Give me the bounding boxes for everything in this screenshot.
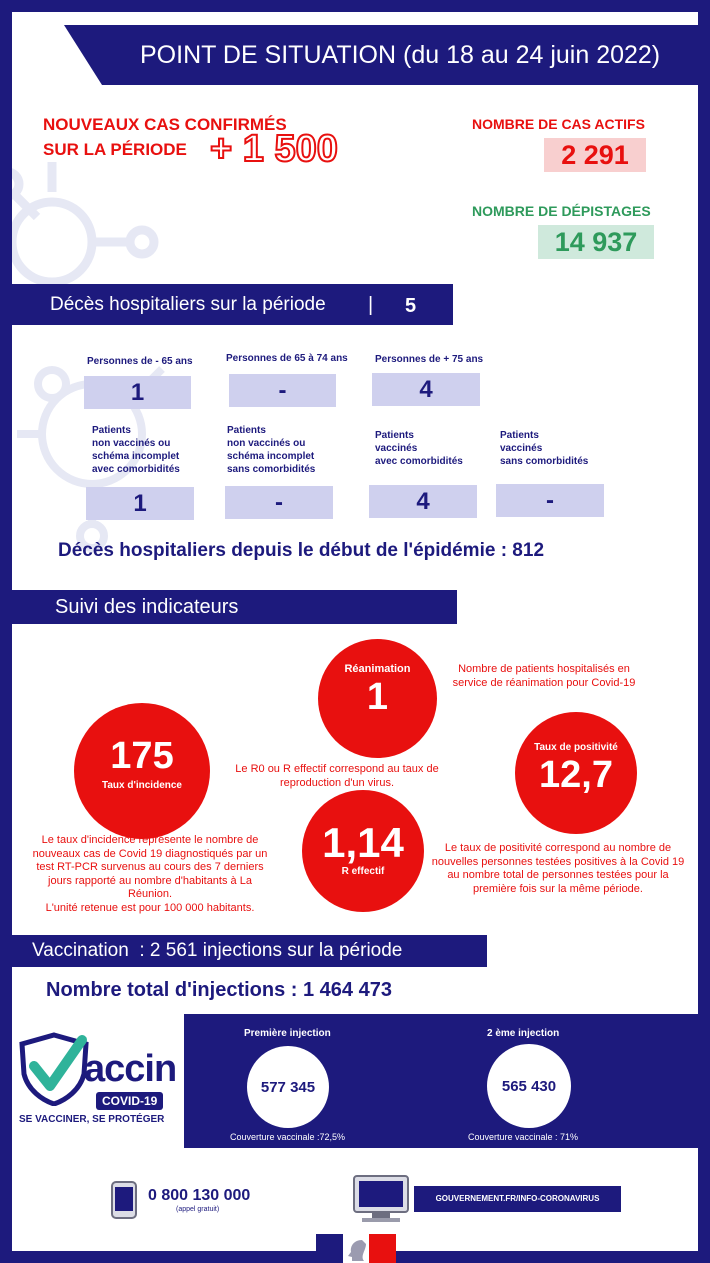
age-group-label: Personnes de + 75 ans bbox=[375, 354, 484, 365]
incidence-value: 175 bbox=[110, 735, 174, 777]
first-injection-label: Première injection bbox=[244, 1028, 331, 1039]
reanimation-circle bbox=[318, 639, 437, 758]
vaccin-logo bbox=[18, 1030, 178, 1130]
age-group-label: Personnes de - 65 ans bbox=[87, 356, 193, 367]
page-title: POINT DE SITUATION (du 18 au 24 juin 2022) bbox=[140, 41, 661, 69]
first-injection-value: 577 345 bbox=[247, 1046, 329, 1128]
patient-group-label: Patients non vaccinés ou schéma incomplet avec comorbidités bbox=[92, 425, 180, 475]
second-injection-value: 565 430 bbox=[487, 1044, 571, 1128]
patient-group-label: Patients vaccinés avec comorbidités bbox=[375, 430, 463, 467]
deaths-total: Décès hospitaliers depuis le début de l'épidémie : 812 bbox=[58, 540, 545, 561]
first-injection-coverage: Couverture vaccinale :72,5% bbox=[230, 1132, 346, 1142]
deaths-band-value: 5 bbox=[405, 295, 417, 317]
patient-group-value: 4 bbox=[369, 485, 477, 518]
positivite-circle bbox=[515, 712, 637, 834]
age-group-value: - bbox=[229, 374, 336, 407]
new-cases-label-line2: SUR LA PÉRIODE bbox=[43, 140, 187, 159]
reanimation-note: Nombre de patients hospitalisés en service de réanimation pour Covid-19 bbox=[452, 663, 636, 689]
new-cases-label-line1: NOUVEAUX CAS CONFIRMÉS bbox=[43, 115, 287, 134]
incidence-label: Taux d'incidence bbox=[102, 780, 182, 791]
r-effectif-note: Le R0 ou R effectif correspond au taux de reproduction d'un virus. bbox=[235, 763, 439, 789]
summary-panel bbox=[12, 92, 698, 284]
r-effectif-label: R effectif bbox=[341, 866, 385, 877]
age-group-value: 1 bbox=[84, 376, 191, 409]
patient-group-value: 1 bbox=[86, 487, 194, 520]
vaccin-logo-slogan: SE VACCINER, SE PROTÉGER bbox=[19, 1114, 165, 1125]
tests-value: 14 937 bbox=[538, 225, 654, 259]
patient-group-label: Patients non vaccinés ou schéma incomplet sans comorbidités bbox=[227, 425, 316, 475]
second-injection-label: 2 ème injection bbox=[487, 1028, 560, 1039]
tests-label: NOMBRE DE DÉPISTAGES bbox=[472, 203, 651, 219]
r-effectif-value: 1,14 bbox=[322, 819, 404, 866]
vaccin-logo-badge: COVID-19 bbox=[96, 1092, 163, 1110]
patient-group-value: - bbox=[225, 486, 333, 519]
phone-note: (appel gratuit) bbox=[176, 1206, 220, 1213]
marianne-profile-icon bbox=[344, 1238, 370, 1262]
computer-icon bbox=[350, 1174, 412, 1224]
new-cases-value: + 1 500 bbox=[210, 128, 338, 170]
phone-number[interactable]: 0 800 130 000 bbox=[148, 1187, 251, 1204]
marianne-logo bbox=[316, 1234, 396, 1263]
virus-decoration-icon bbox=[12, 152, 192, 284]
website-link[interactable]: GOUVERNEMENT.FR/INFO-CORONAVIRUS bbox=[414, 1186, 621, 1212]
deaths-band-label: Décès hospitaliers sur la période bbox=[50, 294, 326, 315]
patient-group-value: - bbox=[496, 484, 604, 517]
patient-group-label: Patients vaccinés sans comorbidités bbox=[500, 430, 589, 467]
vaccination-band-label: Vaccination : 2 561 injections sur la période bbox=[32, 940, 403, 961]
phone-icon bbox=[110, 1180, 138, 1220]
incidence-circle bbox=[74, 703, 210, 839]
positivite-note: Le taux de positivité correspond au nombre de nouvelles personnes testées positives à la Covid 19 au nombre total de personnes testées pour la première fois sur la même période. bbox=[431, 842, 685, 895]
reanimation-value: 1 bbox=[366, 676, 389, 718]
shield-check-icon bbox=[18, 1032, 90, 1106]
vaccin-logo-word: accin bbox=[84, 1048, 177, 1090]
incidence-note: Le taux d'incidence représente le nombre de nouveaux cas de Covid 19 diagnostiqués par un test RT-PCR survenus au cours des 7 derniers jours rapporté au nombre d'habitants à La Réunion. L'unité retenue est pour 100 000 habitants. bbox=[32, 834, 268, 914]
indicators-band-label: Suivi des indicateurs bbox=[55, 596, 239, 618]
age-group-value: 4 bbox=[372, 373, 480, 406]
positivite-label: Taux de positivité bbox=[534, 742, 618, 753]
vaccination-total: Nombre total d'injections : 1 464 473 bbox=[46, 979, 392, 1001]
second-injection-coverage: Couverture vaccinale : 71% bbox=[468, 1132, 579, 1142]
r-effectif-circle bbox=[302, 790, 424, 912]
deaths-band-separator: | bbox=[368, 294, 374, 316]
positivite-value: 12,7 bbox=[539, 754, 613, 796]
active-cases-label: NOMBRE DE CAS ACTIFS bbox=[472, 116, 645, 132]
age-group-label: Personnes de 65 à 74 ans bbox=[226, 353, 348, 364]
reanimation-label: Réanimation bbox=[344, 663, 411, 675]
active-cases-value: 2 291 bbox=[544, 138, 646, 172]
